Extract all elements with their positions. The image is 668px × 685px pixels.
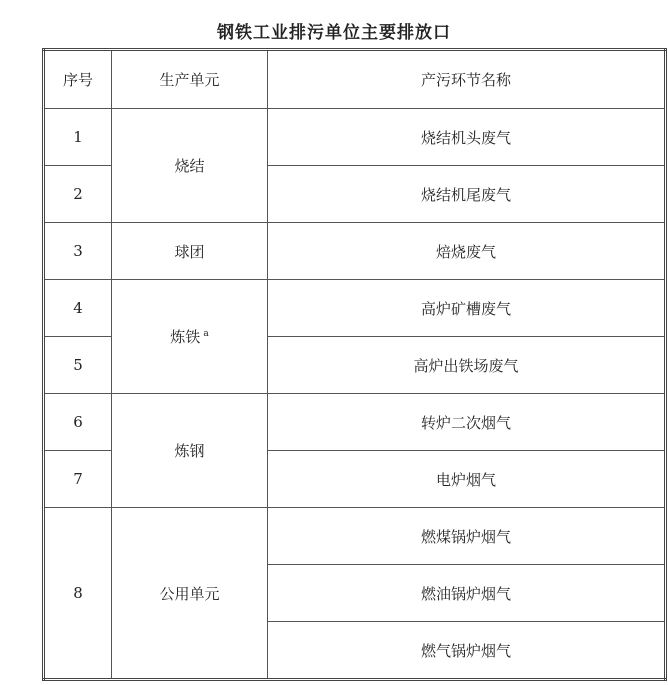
table-row [44, 280, 666, 337]
row-index: 7 [44, 451, 112, 508]
pollution-source-cell: 烧结机尾废气 [268, 166, 666, 223]
table-row [44, 109, 666, 166]
header-row [44, 50, 666, 109]
row-index: 8 [44, 508, 112, 680]
pollution-source-cell: 燃气锅炉烟气 [268, 622, 666, 680]
pollution-source-cell: 焙烧废气 [268, 223, 666, 280]
pollution-source-cell: 烧结机头废气 [268, 109, 666, 166]
pollution-source-cell: 高炉矿槽废气 [268, 280, 666, 337]
pollution-source-cell: 高炉出铁场废气 [268, 337, 666, 394]
header-production-unit: 生产单元 [112, 50, 268, 109]
emission-outlet-table [42, 48, 667, 681]
row-index: 1 [44, 109, 112, 166]
row-index: 2 [44, 166, 112, 223]
table-title: 钢铁工业排污单位主要排放口 [217, 23, 451, 43]
header-index: 序号 [44, 50, 112, 109]
table-row [44, 223, 666, 280]
pollution-source-cell: 转炉二次烟气 [268, 394, 666, 451]
production-unit-cell: 烧结 [112, 109, 268, 223]
row-index: 5 [44, 337, 112, 394]
pollution-source-cell: 燃油锅炉烟气 [268, 565, 666, 622]
table-row [44, 394, 666, 451]
production-unit-cell: 炼钢 [112, 394, 268, 508]
row-index: 3 [44, 223, 112, 280]
row-index: 4 [44, 280, 112, 337]
production-unit-cell: 球团 [112, 223, 268, 280]
pollution-source-cell: 燃煤锅炉烟气 [268, 508, 666, 565]
pollution-source-cell: 电炉烟气 [268, 451, 666, 508]
production-unit-cell: 公用单元 [112, 508, 268, 680]
row-index: 6 [44, 394, 112, 451]
header-pollution-source: 产污环节名称 [268, 50, 666, 109]
footnote-marker: a [203, 329, 209, 339]
table-row [44, 508, 666, 565]
production-unit-cell: 炼铁 $^a$ [112, 280, 268, 394]
